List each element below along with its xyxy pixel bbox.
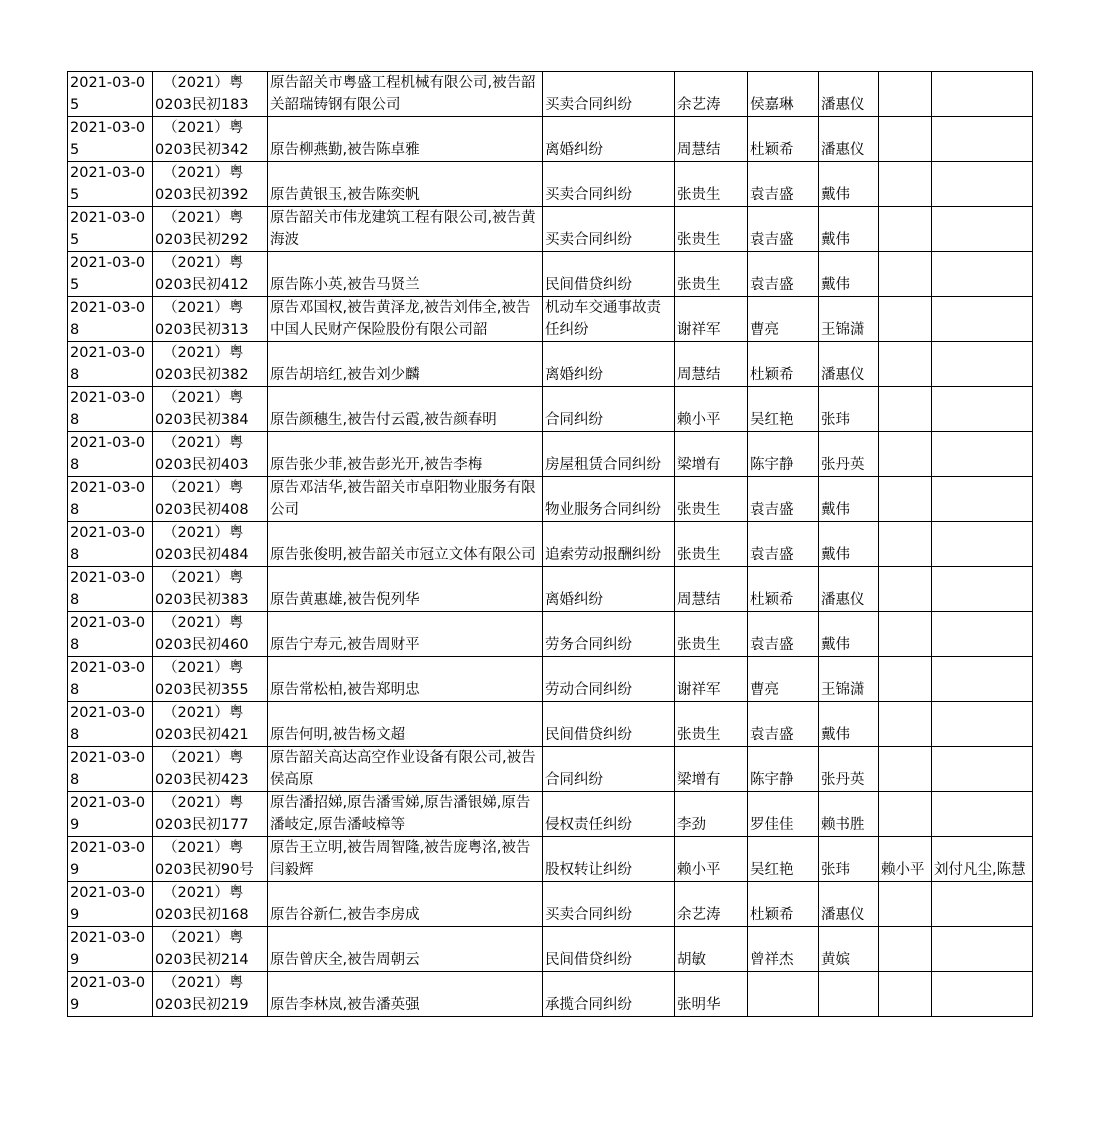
cause-of-action: 买卖合同纠纷 [543, 207, 675, 252]
court-clerk: 张丹英 [819, 747, 879, 792]
court-clerk: 潘惠仪 [819, 117, 879, 162]
hearing-date: 2021-03-08 [68, 657, 153, 702]
court-clerk: 戴伟 [819, 702, 879, 747]
extra-members [932, 882, 1033, 927]
table-row [68, 747, 1033, 792]
extra-judge [879, 342, 932, 387]
extra-judge [879, 567, 932, 612]
cause-of-action: 劳动合同纠纷 [543, 657, 675, 702]
extra-members [932, 567, 1033, 612]
table-row [68, 342, 1033, 387]
extra-judge [879, 702, 932, 747]
case-number [153, 837, 268, 882]
case-year: （2021）粤 [163, 165, 244, 181]
case-year: （2021）粤 [163, 660, 244, 676]
extra-judge [879, 747, 932, 792]
extra-judge [879, 387, 932, 432]
table-row [68, 477, 1033, 522]
extra-judge [879, 882, 932, 927]
case-year: （2021）粤 [163, 345, 244, 361]
parties: 原告曾庆全,被告周朝云 [268, 927, 543, 972]
parties: 原告李林岚,被告潘英强 [268, 972, 543, 1017]
case-no: 0203民初412 [155, 277, 249, 293]
hearing-date: 2021-03-09 [68, 837, 153, 882]
extra-judge [879, 207, 932, 252]
case-number [153, 792, 268, 837]
case-number [153, 297, 268, 342]
parties: 原告常松柏,被告郑明忠 [268, 657, 543, 702]
cause-of-action: 股权转让纠纷 [543, 837, 675, 882]
hearing-date: 2021-03-08 [68, 702, 153, 747]
presiding-judge: 张贵生 [675, 612, 748, 657]
case-number [153, 207, 268, 252]
court-clerk: 潘惠仪 [819, 567, 879, 612]
case-number [153, 117, 268, 162]
case-number [153, 432, 268, 477]
parties: 原告黄银玉,被告陈奕帆 [268, 162, 543, 207]
extra-judge [879, 927, 932, 972]
case-no: 0203民初219 [155, 997, 249, 1013]
panel-member: 杜颖希 [748, 882, 819, 927]
hearing-date: 2021-03-09 [68, 792, 153, 837]
presiding-judge: 余艺涛 [675, 882, 748, 927]
case-number [153, 477, 268, 522]
hearing-date: 2021-03-05 [68, 72, 153, 117]
cause-of-action: 民间借贷纠纷 [543, 927, 675, 972]
court-clerk: 戴伟 [819, 162, 879, 207]
case-year: （2021）粤 [163, 840, 244, 856]
cause-of-action: 追索劳动报酬纠纷 [543, 522, 675, 567]
case-number [153, 927, 268, 972]
court-clerk [819, 972, 879, 1017]
presiding-judge: 梁增有 [675, 432, 748, 477]
case-no: 0203民初313 [155, 322, 249, 338]
hearing-schedule-table [67, 71, 1033, 1017]
parties: 原告邓洁华,被告韶关市卓阳物业服务有限公司 [268, 477, 543, 522]
case-no: 0203民初383 [155, 592, 249, 608]
case-year: （2021）粤 [163, 210, 244, 226]
cause-of-action: 民间借贷纠纷 [543, 252, 675, 297]
panel-member: 曹亮 [748, 297, 819, 342]
presiding-judge: 谢祥军 [675, 297, 748, 342]
case-number [153, 747, 268, 792]
presiding-judge: 张贵生 [675, 252, 748, 297]
parties: 原告何明,被告杨文超 [268, 702, 543, 747]
case-no: 0203民初421 [155, 727, 249, 743]
table-row [68, 297, 1033, 342]
cause-of-action: 劳务合同纠纷 [543, 612, 675, 657]
case-year: （2021）粤 [163, 930, 244, 946]
table-row [68, 522, 1033, 567]
extra-members [932, 387, 1033, 432]
case-no: 0203民初382 [155, 367, 249, 383]
parties: 原告韶关市伟龙建筑工程有限公司,被告黄海波 [268, 207, 543, 252]
hearing-date: 2021-03-09 [68, 882, 153, 927]
court-clerk: 黄嫔 [819, 927, 879, 972]
extra-members: 刘付凡尘,陈慧 [932, 837, 1033, 882]
panel-member: 杜颖希 [748, 567, 819, 612]
parties: 原告韶关高达高空作业设备有限公司,被告侯高原 [268, 747, 543, 792]
parties: 原告柳燕勤,被告陈卓雅 [268, 117, 543, 162]
panel-member: 袁吉盛 [748, 477, 819, 522]
extra-judge [879, 972, 932, 1017]
panel-member: 袁吉盛 [748, 702, 819, 747]
case-year: （2021）粤 [163, 885, 244, 901]
panel-member [748, 972, 819, 1017]
presiding-judge: 周慧结 [675, 117, 748, 162]
panel-member: 袁吉盛 [748, 162, 819, 207]
case-year: （2021）粤 [163, 300, 244, 316]
panel-member: 陈宇静 [748, 747, 819, 792]
case-number [153, 72, 268, 117]
table-row [68, 162, 1033, 207]
hearing-date: 2021-03-05 [68, 162, 153, 207]
extra-judge [879, 657, 932, 702]
table-row [68, 207, 1033, 252]
parties: 原告王立明,被告周智隆,被告庞粤洺,被告闫毅辉 [268, 837, 543, 882]
case-year: （2021）粤 [163, 705, 244, 721]
cause-of-action: 民间借贷纠纷 [543, 702, 675, 747]
extra-members [932, 792, 1033, 837]
extra-members [932, 432, 1033, 477]
extra-members [932, 477, 1033, 522]
presiding-judge: 张贵生 [675, 702, 748, 747]
extra-members [932, 207, 1033, 252]
extra-judge [879, 72, 932, 117]
case-year: （2021）粤 [163, 255, 244, 271]
case-year: （2021）粤 [163, 480, 244, 496]
parties: 原告谷新仁,被告李房成 [268, 882, 543, 927]
panel-member: 杜颖希 [748, 342, 819, 387]
extra-members [932, 657, 1033, 702]
extra-members [932, 927, 1033, 972]
panel-member: 陈宇静 [748, 432, 819, 477]
case-number [153, 612, 268, 657]
panel-member: 罗佳佳 [748, 792, 819, 837]
hearing-date: 2021-03-08 [68, 477, 153, 522]
presiding-judge: 周慧结 [675, 342, 748, 387]
parties: 原告韶关市粤盛工程机械有限公司,被告韶关韶瑞铸钢有限公司 [268, 72, 543, 117]
presiding-judge: 张贵生 [675, 522, 748, 567]
panel-member: 袁吉盛 [748, 522, 819, 567]
extra-judge [879, 612, 932, 657]
hearing-date: 2021-03-08 [68, 612, 153, 657]
case-no: 0203民初168 [155, 907, 249, 923]
extra-members [932, 117, 1033, 162]
parties: 原告邓国权,被告黄泽龙,被告刘伟全,被告中国人民财产保险股份有限公司韶 [268, 297, 543, 342]
extra-judge [879, 432, 932, 477]
panel-member: 杜颖希 [748, 117, 819, 162]
court-clerk: 张玮 [819, 387, 879, 432]
panel-member: 曹亮 [748, 657, 819, 702]
hearing-date: 2021-03-05 [68, 117, 153, 162]
presiding-judge: 赖小平 [675, 387, 748, 432]
extra-members [932, 522, 1033, 567]
court-clerk: 张丹英 [819, 432, 879, 477]
presiding-judge: 谢祥军 [675, 657, 748, 702]
hearing-date: 2021-03-08 [68, 297, 153, 342]
table-row [68, 252, 1033, 297]
panel-member: 袁吉盛 [748, 252, 819, 297]
presiding-judge: 胡敏 [675, 927, 748, 972]
extra-members [932, 162, 1033, 207]
extra-members [932, 747, 1033, 792]
case-no: 0203民初292 [155, 232, 249, 248]
parties: 原告张少菲,被告彭光开,被告李梅 [268, 432, 543, 477]
presiding-judge: 张明华 [675, 972, 748, 1017]
panel-member: 吴红艳 [748, 837, 819, 882]
court-clerk: 潘惠仪 [819, 882, 879, 927]
table-row [68, 927, 1033, 972]
case-no: 0203民初355 [155, 682, 249, 698]
case-number [153, 702, 268, 747]
cause-of-action: 离婚纠纷 [543, 567, 675, 612]
cause-of-action: 侵权责任纠纷 [543, 792, 675, 837]
hearing-date: 2021-03-08 [68, 567, 153, 612]
hearing-date: 2021-03-08 [68, 747, 153, 792]
case-number [153, 342, 268, 387]
case-no: 0203民初183 [155, 97, 249, 113]
extra-members [932, 342, 1033, 387]
case-year: （2021）粤 [163, 120, 244, 136]
table-row [68, 432, 1033, 477]
case-number [153, 567, 268, 612]
extra-judge: 赖小平 [879, 837, 932, 882]
case-year: （2021）粤 [163, 795, 244, 811]
cause-of-action: 离婚纠纷 [543, 342, 675, 387]
case-year: （2021）粤 [163, 525, 244, 541]
case-year: （2021）粤 [163, 390, 244, 406]
panel-member: 曾祥杰 [748, 927, 819, 972]
case-no: 0203民初90号 [155, 862, 254, 878]
table-row [68, 612, 1033, 657]
case-number [153, 882, 268, 927]
extra-members [932, 72, 1033, 117]
presiding-judge: 李劲 [675, 792, 748, 837]
court-clerk: 戴伟 [819, 612, 879, 657]
case-no: 0203民初423 [155, 772, 249, 788]
extra-members [932, 972, 1033, 1017]
panel-member: 吴红艳 [748, 387, 819, 432]
case-year: （2021）粤 [163, 750, 244, 766]
court-clerk: 戴伟 [819, 207, 879, 252]
panel-member: 袁吉盛 [748, 612, 819, 657]
table-row [68, 567, 1033, 612]
presiding-judge: 周慧结 [675, 567, 748, 612]
cause-of-action: 物业服务合同纠纷 [543, 477, 675, 522]
court-clerk: 戴伟 [819, 522, 879, 567]
cause-of-action: 买卖合同纠纷 [543, 72, 675, 117]
hearing-date: 2021-03-05 [68, 252, 153, 297]
case-number [153, 162, 268, 207]
cause-of-action: 机动车交通事故责任纠纷 [543, 297, 675, 342]
table-row [68, 702, 1033, 747]
cause-of-action: 买卖合同纠纷 [543, 162, 675, 207]
extra-judge [879, 297, 932, 342]
parties: 原告黄惠雄,被告倪列华 [268, 567, 543, 612]
hearing-date: 2021-03-09 [68, 927, 153, 972]
parties: 原告颜穗生,被告付云霞,被告颜春明 [268, 387, 543, 432]
presiding-judge: 张贵生 [675, 162, 748, 207]
case-no: 0203民初403 [155, 457, 249, 473]
table-row [68, 837, 1033, 882]
table-row [68, 117, 1033, 162]
parties: 原告胡培红,被告刘少麟 [268, 342, 543, 387]
table-row [68, 657, 1033, 702]
court-clerk: 王锦潇 [819, 657, 879, 702]
parties: 原告宁寿元,被告周财平 [268, 612, 543, 657]
case-number [153, 522, 268, 567]
cause-of-action: 合同纠纷 [543, 747, 675, 792]
case-no: 0203民初177 [155, 817, 249, 833]
case-no: 0203民初384 [155, 412, 249, 428]
cause-of-action: 房屋租赁合同纠纷 [543, 432, 675, 477]
extra-members [932, 612, 1033, 657]
panel-member: 侯嘉琳 [748, 72, 819, 117]
court-clerk: 戴伟 [819, 252, 879, 297]
case-year: （2021）粤 [163, 570, 244, 586]
cause-of-action: 离婚纠纷 [543, 117, 675, 162]
presiding-judge: 赖小平 [675, 837, 748, 882]
parties: 原告潘招娣,原告潘雪娣,原告潘银娣,原告潘岐定,原告潘岐樟等 [268, 792, 543, 837]
table-row [68, 72, 1033, 117]
extra-judge [879, 477, 932, 522]
hearing-date: 2021-03-09 [68, 972, 153, 1017]
case-no: 0203民初460 [155, 637, 249, 653]
court-clerk: 赖书胜 [819, 792, 879, 837]
case-number [153, 657, 268, 702]
case-no: 0203民初484 [155, 547, 249, 563]
case-year: （2021）粤 [163, 435, 244, 451]
case-no: 0203民初392 [155, 187, 249, 203]
hearing-date: 2021-03-05 [68, 207, 153, 252]
case-number [153, 387, 268, 432]
extra-judge [879, 522, 932, 567]
case-year: （2021）粤 [163, 975, 244, 991]
court-clerk: 戴伟 [819, 477, 879, 522]
presiding-judge: 余艺涛 [675, 72, 748, 117]
cause-of-action: 合同纠纷 [543, 387, 675, 432]
case-year: （2021）粤 [163, 75, 244, 91]
hearing-date: 2021-03-08 [68, 387, 153, 432]
case-no: 0203民初214 [155, 952, 249, 968]
extra-judge [879, 252, 932, 297]
case-no: 0203民初342 [155, 142, 249, 158]
cause-of-action: 承揽合同纠纷 [543, 972, 675, 1017]
panel-member: 袁吉盛 [748, 207, 819, 252]
court-clerk: 王锦潇 [819, 297, 879, 342]
extra-judge [879, 792, 932, 837]
case-number [153, 972, 268, 1017]
extra-members [932, 702, 1033, 747]
table-row [68, 387, 1033, 432]
court-clerk: 潘惠仪 [819, 342, 879, 387]
extra-members [932, 297, 1033, 342]
case-no: 0203民初408 [155, 502, 249, 518]
parties: 原告陈小英,被告马贤兰 [268, 252, 543, 297]
table-row [68, 792, 1033, 837]
presiding-judge: 梁增有 [675, 747, 748, 792]
court-clerk: 潘惠仪 [819, 72, 879, 117]
presiding-judge: 张贵生 [675, 207, 748, 252]
extra-judge [879, 117, 932, 162]
hearing-date: 2021-03-08 [68, 522, 153, 567]
extra-members [932, 252, 1033, 297]
case-year: （2021）粤 [163, 615, 244, 631]
table-body [68, 72, 1033, 1017]
extra-judge [879, 162, 932, 207]
court-clerk: 张玮 [819, 837, 879, 882]
hearing-date: 2021-03-08 [68, 432, 153, 477]
table-row [68, 972, 1033, 1017]
hearing-date: 2021-03-08 [68, 342, 153, 387]
table-row [68, 882, 1033, 927]
parties: 原告张俊明,被告韶关市冠立文体有限公司 [268, 522, 543, 567]
cause-of-action: 买卖合同纠纷 [543, 882, 675, 927]
presiding-judge: 张贵生 [675, 477, 748, 522]
case-number [153, 252, 268, 297]
